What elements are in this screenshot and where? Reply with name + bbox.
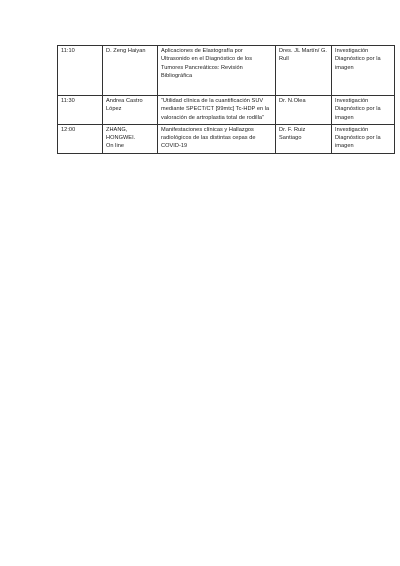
moderator-cell: Dres. JL Martín/ G. Rull xyxy=(276,46,332,96)
area-cell: Investigación Diagnóstico por la imagen xyxy=(332,96,395,125)
title-cell: Aplicaciones de Elastografía por Ultrasonido en el Diagnóstico de los Tumores Pancreáticos: Revisión Bibliográfica xyxy=(158,46,276,96)
title-cell: “Utilidad clínica de la cuantificación SUV mediante SPECT/CT [99mtc] Tc-HDP en la valoración de artroplastia total de rodilla” xyxy=(158,96,276,125)
speaker-cell: ZHANG, HONGWEI. On line xyxy=(103,124,158,153)
time-cell: 11:30 xyxy=(58,96,103,125)
table-row xyxy=(58,124,395,153)
speaker-cell: D. Zeng Haiyan xyxy=(103,46,158,96)
area-cell: Investigación Diagnóstico por la imagen xyxy=(332,124,395,153)
title-cell: Manifestaciones clínicas y Hallazgos radiológicos de las distintas cepas de COVID-19 xyxy=(158,124,276,153)
area-cell: Investigación Diagnóstico por la imagen xyxy=(332,46,395,96)
time-cell: 12:00 xyxy=(58,124,103,153)
table-row xyxy=(58,96,395,125)
moderator-cell: Dr. N.Olea xyxy=(276,96,332,125)
time-cell: 11:10 xyxy=(58,46,103,96)
moderator-cell: Dr. F. Ruiz Santiago xyxy=(276,124,332,153)
table-row xyxy=(58,46,395,96)
schedule-table xyxy=(57,45,395,154)
speaker-cell: Andrea Castro López xyxy=(103,96,158,125)
